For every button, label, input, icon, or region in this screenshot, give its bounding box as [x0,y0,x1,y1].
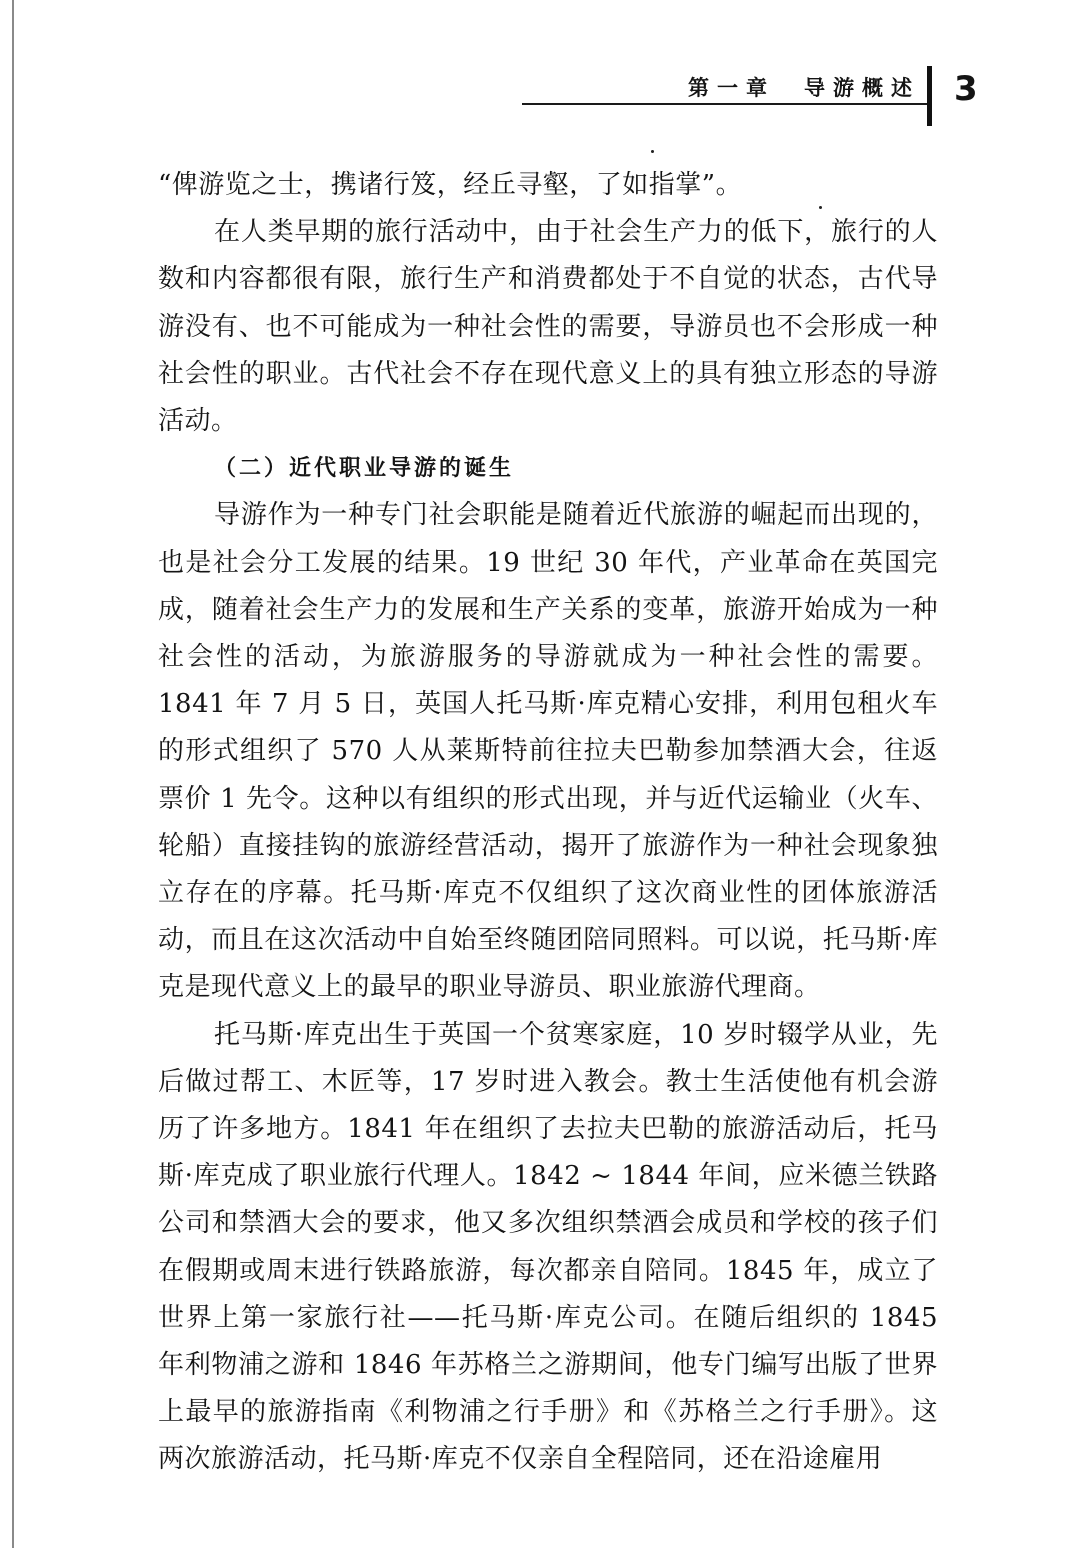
section-subheading: （二）近代职业导游的诞生 [214,456,515,482]
scan-speck [651,150,654,153]
page-left-edge-line [12,0,14,1548]
paragraph-thomas-cook-biography: 托马斯·库克出生于英国一个贫寒家庭，10 岁时辍学从业，先后做过帮工、木匠等，17 岁时进入教会。教士生活使他有机会游历了许多地方。1841 年在组织了去拉夫巴勒的旅游活动后，托马斯·库克成了职业旅行代理人。1842 ~ 1844 年间，应米德兰铁路公司和禁酒大会的要求，他又多次组织禁酒会成员和学校的孩子们在假期或周末进行铁路旅游，每次都亲自陪同。1845 年，成立了世界上第一家旅行社——托马斯·库克公司。在随后组织的 1845 年利物浦之游和 1846 年苏格兰之游期间，他专门编写出版了世界上最早的旅游指南《利物浦之行手册》和《苏格兰之行手册》。这两次旅游活动，托马斯·库克不仅亲自全程陪同，还在沿途雇用 [158,1019,938,1475]
header-rule [522,103,930,105]
body-text [158,162,938,1484]
running-title: 第一章 导游概述 [688,76,920,100]
page-header [0,0,1080,140]
paragraph-quote-ending: “俾游览之士，携诸行笈，经丘寻壑，了如指掌”。 [158,170,743,200]
paragraph-ancient-guiding: 在人类早期的旅行活动中，由于社会生产力的低下，旅行的人数和内容都很有限，旅行生产和消费都处于不自觉的状态，古代导游没有、也不可能成为一种社会性的需要，导游员也不会形成一种社会性的职业。古代社会不存在现代意义上的具有独立形态的导游活动。 [158,217,938,437]
paragraph-modern-guiding-origin: 导游作为一种专门社会职能是随着近代旅游的崛起而出现的，也是社会分工发展的结果。19 世纪 30 年代，产业革命在英国完成，随着社会生产力的发展和生产关系的变革，旅游开始成为一种社会性的活动，为旅游服务的导游就成为一种社会性的需要。1841 年 7 月 5 日，英国人托马斯·库克精心安排，利用包租火车的形式组织了 570 人从莱斯特前往拉夫巴勒参加禁酒大会，往返票价 1 先令。这种以有组织的形式出现，并与近代运输业（火车、轮船）直接挂钩的旅游经营活动，揭开了旅游作为一种社会现象独立存在的序幕。托马斯·库克不仅组织了这次商业性的团体旅游活动，而且在这次活动中自始至终随团陪同照料。可以说，托马斯·库克是现代意义上的最早的职业导游员、职业旅游代理商。 [158,500,938,1003]
page-number: 3 [954,69,978,109]
header-vertical-bar [927,66,932,126]
